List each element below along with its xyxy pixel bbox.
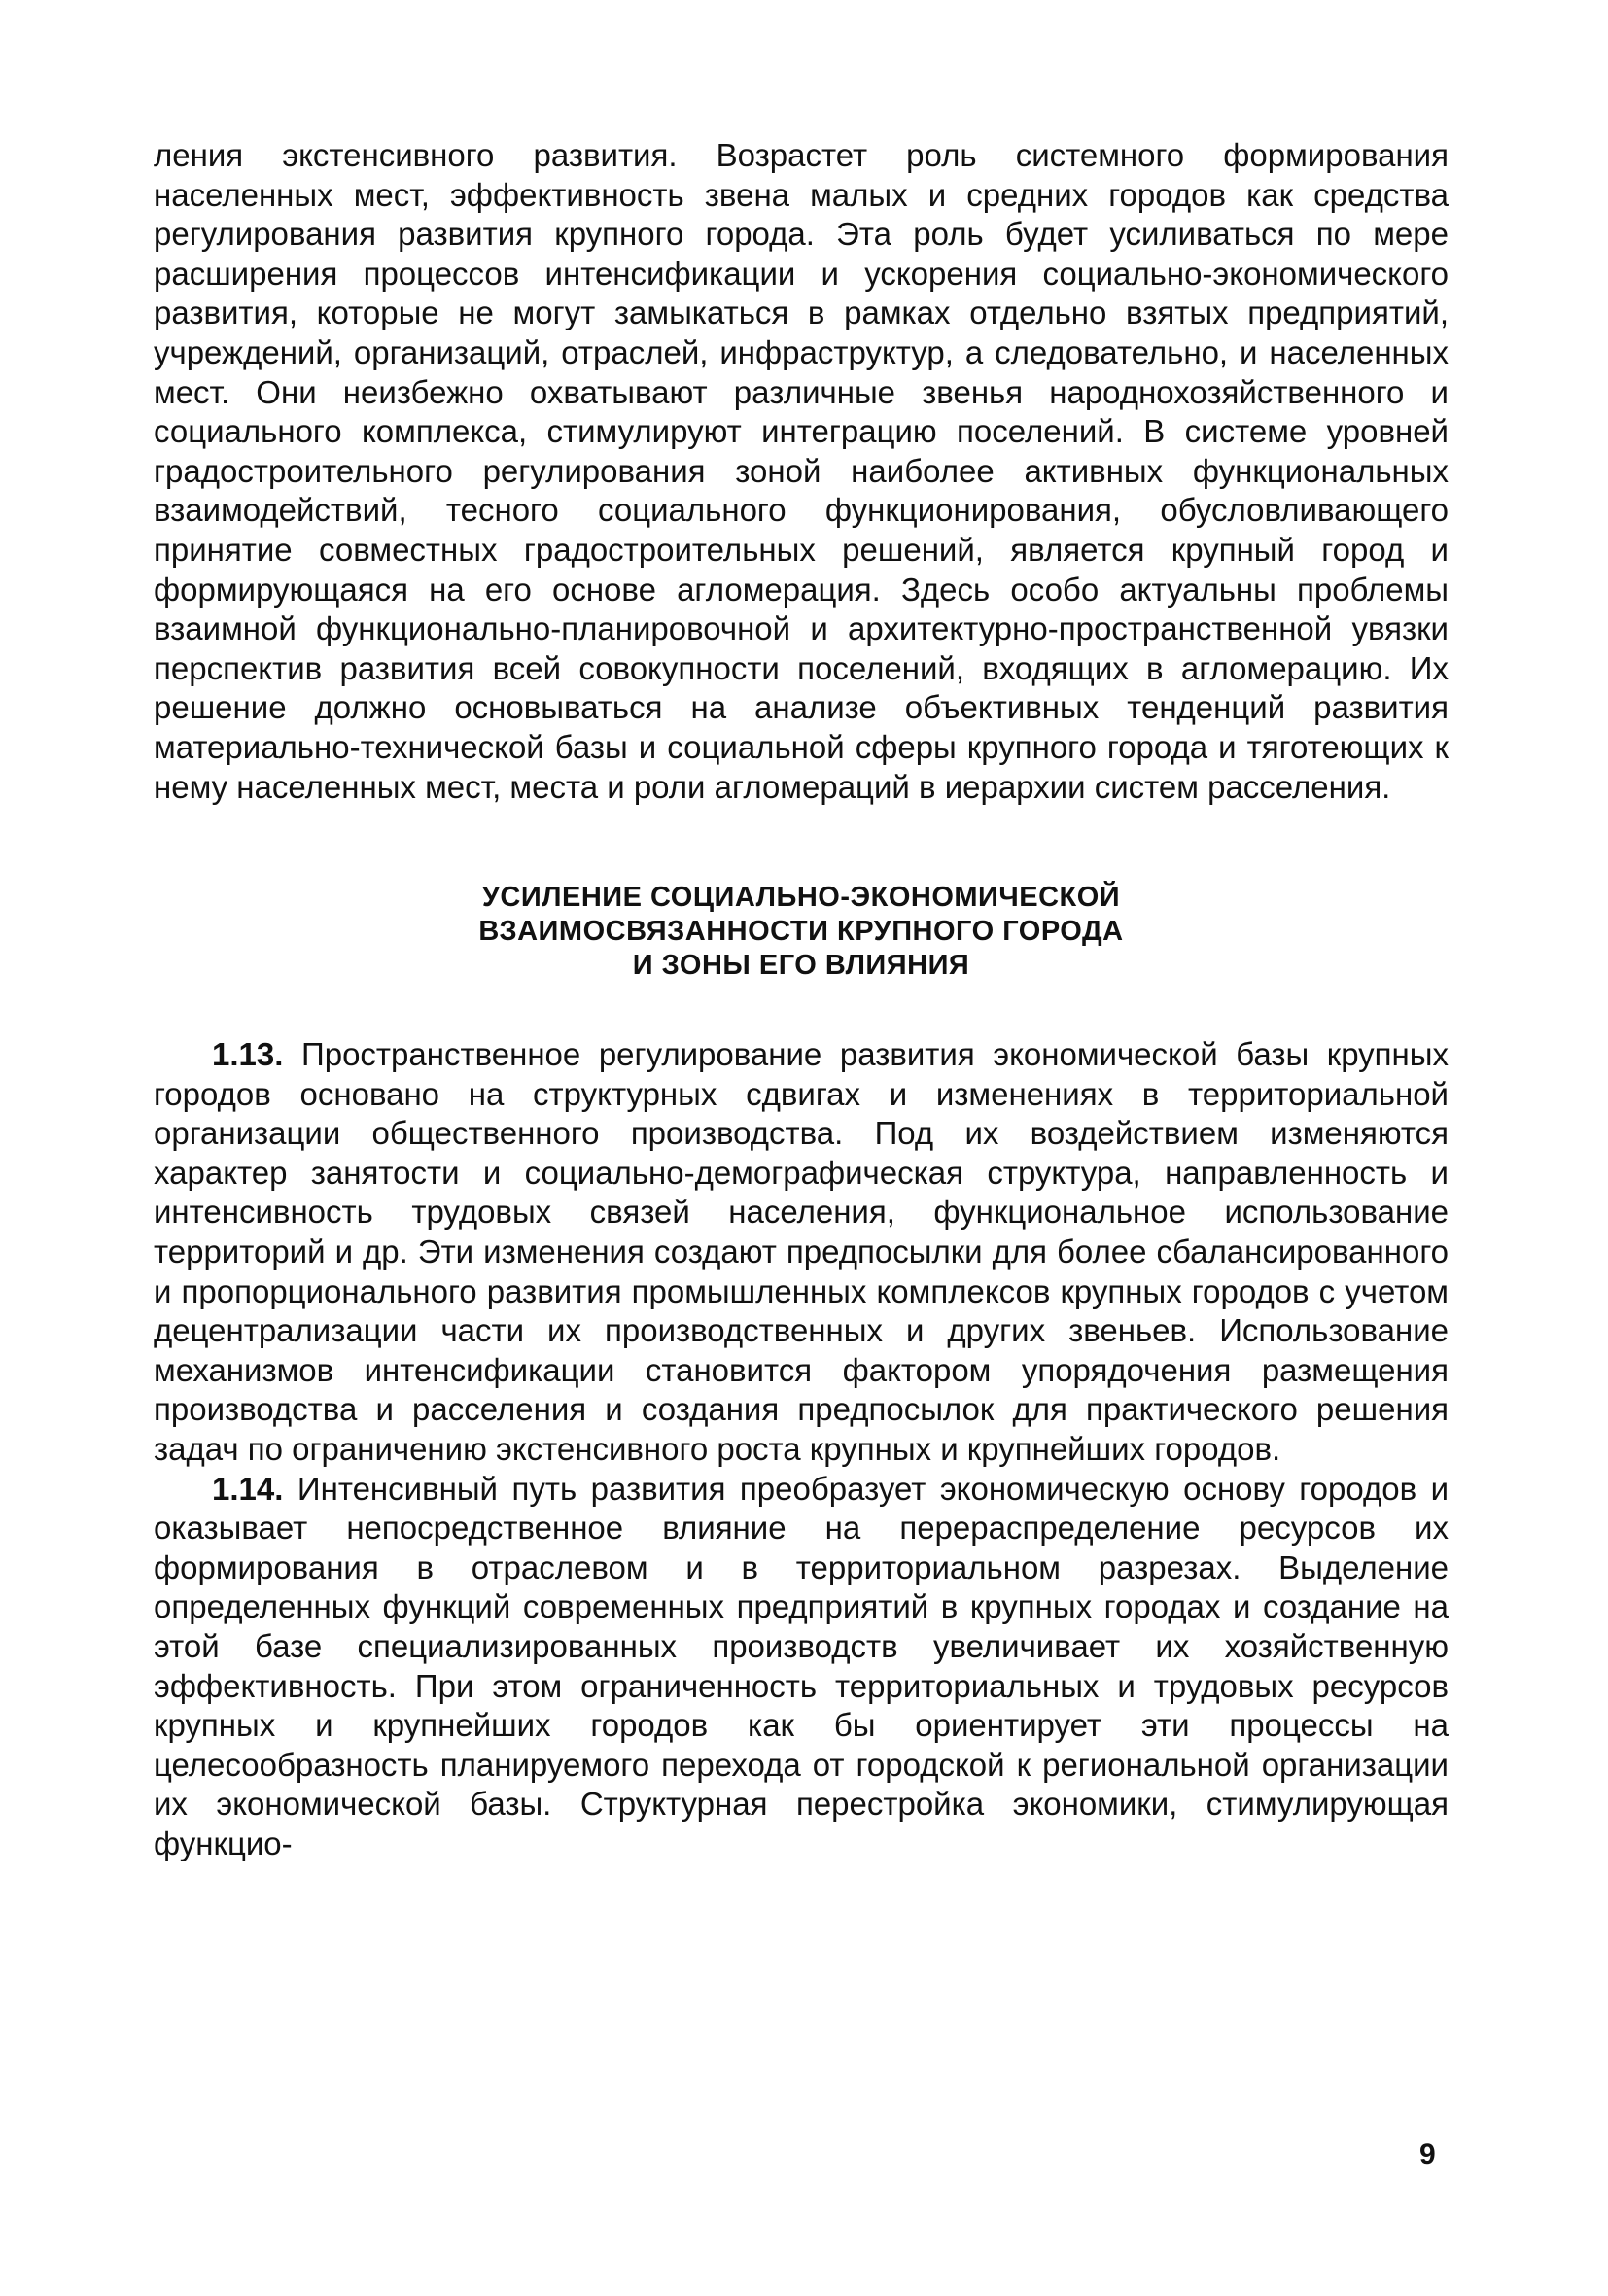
section-heading (154, 881, 1449, 983)
section-heading-line-3: И ЗОНЫ ЕГО ВЛИЯНИЯ (632, 950, 970, 982)
paragraph-1-14 (154, 1470, 1449, 1864)
paragraph-1-13 (154, 1035, 1449, 1470)
paragraph-text: Пространственное регулирование развития экономической базы крупных городов основано на структурных сдвигах и изменениях в территориальной организации общественного производства. Под их воздействием изменяются характер занятости и социально-демографическая структура, направленность и интенсивность трудовых связей населения, функциональное использование территорий и др. Эти изменения создают предпосылки для более сбалансированного и пропорционального развития промышленных комплексов крупных городов с учетом децентрализации части их производственных и других звеньев. Использование механизмов интенсификации становится фактором упорядочения размещения производства и расселения и создания предпосылок для практического решения задач по ограничению экстенсивного роста крупных и крупнейших городов. (154, 1036, 1449, 1468)
paragraph-number: 1.13. (212, 1036, 284, 1073)
paragraph-text: Интенсивный путь развития преобразует экономическую основу городов и оказывает непосредственное влияние на перераспределение ресурсов их формирования в отраслевом и в территориальном разрезах. Выделение определенных функций современных предприятий в крупных городах и создание на этой базе специализированных производств увеличивает их хозяйственную эффективность. При этом ограниченность территориальных и трудовых ресурсов крупных и крупнейших городов как бы ориентирует эти процессы на целесообразность планируемого перехода от городской к региональной организации их экономической базы. Структурная перестройка экономики, стимулирующая функцио- (154, 1470, 1450, 1861)
document-page (154, 136, 1449, 1864)
section-heading-line-1: УСИЛЕНИЕ СОЦИАЛЬНО-ЭКОНОМИЧЕСКОЙ (481, 882, 1121, 914)
paragraph-number: 1.14. (212, 1470, 284, 1507)
intro-paragraph: ления экстенсивного развития. Возрастет роль системного формирования населенных мест, эффективность звена малых и средних городов как средства регулирования развития крупного города. Эта роль будет усиливаться по мере расширения процессов интенсификации и ускорения социально-экономического развития, которые не могут замыкаться в рамках отдельно взятых предприятий, учреждений, организаций, отраслей, инфраструктур, а следовательно, и населенных мест. Они неизбежно охватывают различные звенья народнохозяйственного и социального комплекса, стимулируют интеграцию поселений. В системе уровней градостроительного регулирования зоной наиболее активных функциональных взаимодействий, тесного социального функционирования, обусловливающего принятие совместных градостроительных решений, является крупный город и формирующаяся на его основе агломерация. Здесь особо актуальны проблемы взаимной функционально-планировочной и архитектурно-пространственной увязки перспектив развития всей совокупности поселений, входящих в агломерацию. Их решение должно основываться на анализе объективных тенденций развития материально-технической базы и социальной сферы крупного города и тяготеющих к нему населенных мест, места и роли агломераций в иерархии систем расселения. (154, 137, 1449, 805)
section-heading-line-2: ВЗАИМОСВЯЗАННОСТИ КРУПНОГО ГОРОДА (478, 916, 1124, 948)
page-number: 9 (1419, 2139, 1436, 2171)
